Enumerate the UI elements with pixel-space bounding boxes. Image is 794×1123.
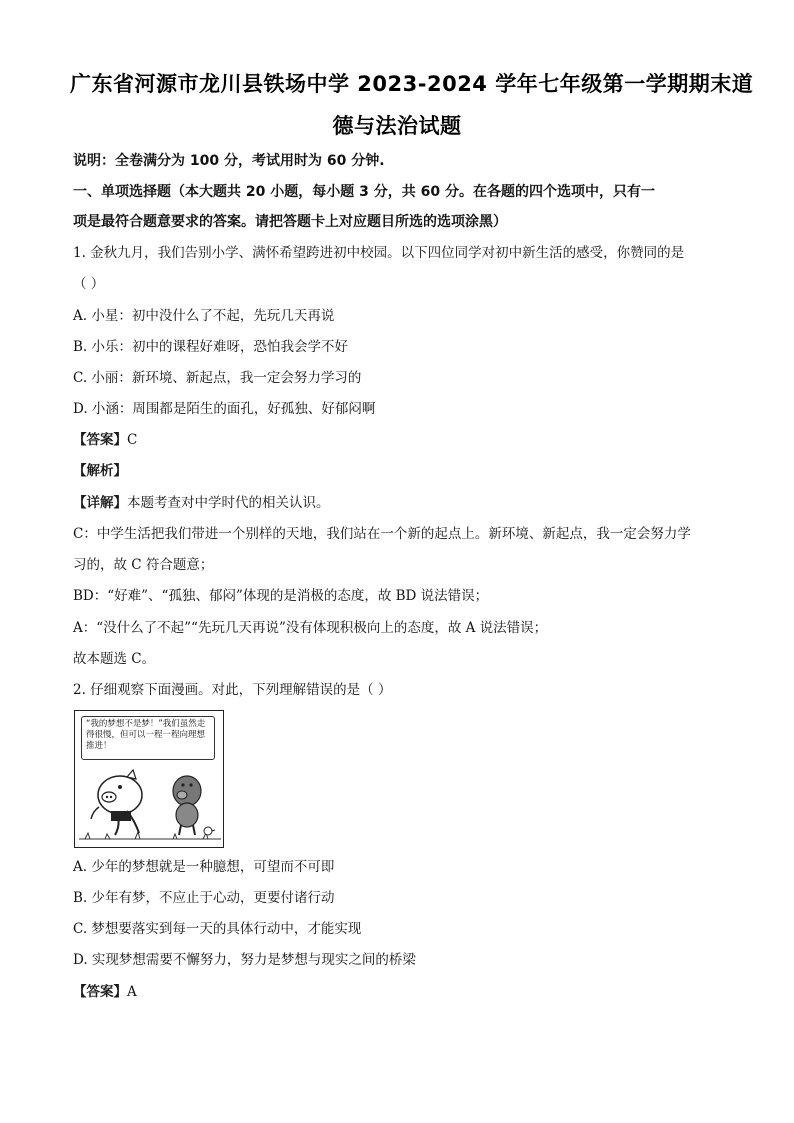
answer-tag: 【答案】 <box>73 984 127 1000</box>
comic-speech-bubble: “我的梦想不是梦！”我们虽然走得很慢，但可以一程一程向理想推进！ <box>81 716 215 760</box>
q1-option-d: D. 小涵：周围都是陌生的面孔，好孤独、好郁闷啊 <box>73 401 376 417</box>
q1-option-a: A. 小星：初中没什么了不起，先玩几天再说 <box>73 308 335 324</box>
q2-option-d: D. 实现梦想需要不懈努力，努力是梦想与现实之间的桥梁 <box>73 952 416 968</box>
q1-analysis-tag <box>73 462 127 480</box>
q1-option-c: C. 小丽：新环境、新起点，我一定会努力学习的 <box>73 370 362 386</box>
q1-option-b: B. 小乐：初中的课程好难呀，恐怕我会学不好 <box>73 339 349 355</box>
q2-answer <box>73 983 137 1001</box>
q2-option-b: B. 少年有梦，不应止于心动，更要付诸行动 <box>73 890 335 906</box>
answer-tag: 【答案】 <box>73 432 127 448</box>
q1-stem-bracket: （ ） <box>73 276 105 292</box>
q1-answer <box>73 431 137 449</box>
q1-explanation-line: 习的，故 C 符合题意； <box>73 557 214 573</box>
q1-conclusion: 故本题选 C。 <box>73 651 156 667</box>
q1-explanation-line: BD：“好难”、“孤独、郁闷”体现的是消极的态度，故 BD 说法错误； <box>73 588 489 604</box>
q2-option-a: A. 少年的梦想就是一种臆想，可望而不可即 <box>73 859 335 875</box>
q2-stem: 2. 仔细观察下面漫画。对此，下列理解错误的是（ ） <box>73 682 392 698</box>
exam-title-line-1: 广东省河源市龙川县铁场中学 2023-2024 学年七年级第一学期期末道 <box>70 72 754 96</box>
exam-title-line-2: 德与法治试题 <box>332 114 462 138</box>
section-heading-line-1: 一、单项选择题（本大题共 20 小题，每小题 3 分，共 60 分。在各题的四个选项中，只有一 <box>73 184 655 200</box>
q2-option-c: C. 梦想要落实到每一天的具体行动中，才能实现 <box>73 921 362 937</box>
q1-stem: 1. 金秋九月，我们告别小学、满怀希望跨进初中校园。以下四位同学对初中新生活的感受，你赞同的是 <box>73 245 685 261</box>
section-heading-line-2: 项是最符合题意要求的答案。请把答题卡上对应题目所选的选项涂黑） <box>73 214 507 230</box>
answer-value: A <box>127 984 137 1000</box>
q1-explanation-line: A：“没什么了不起”“先玩几天再说”没有体现积极向上的态度，故 A 说法错误； <box>73 620 548 636</box>
detail-text: 本题考查对中学时代的相关认识。 <box>127 495 330 511</box>
detail-tag: 【详解】 <box>73 495 127 511</box>
comic-image <box>74 710 224 848</box>
q1-explanation-line: C：中学生活把我们带进一个别样的天地，我们站在一个新的起点上。新环境、新起点，我一定会努力学 <box>73 526 691 542</box>
instructions: 说明：全卷满分为 100 分，考试用时为 60 分钟. <box>73 153 385 169</box>
q1-detail <box>73 494 330 512</box>
analysis-tag: 【解析】 <box>73 463 127 479</box>
answer-value: C <box>127 432 138 448</box>
